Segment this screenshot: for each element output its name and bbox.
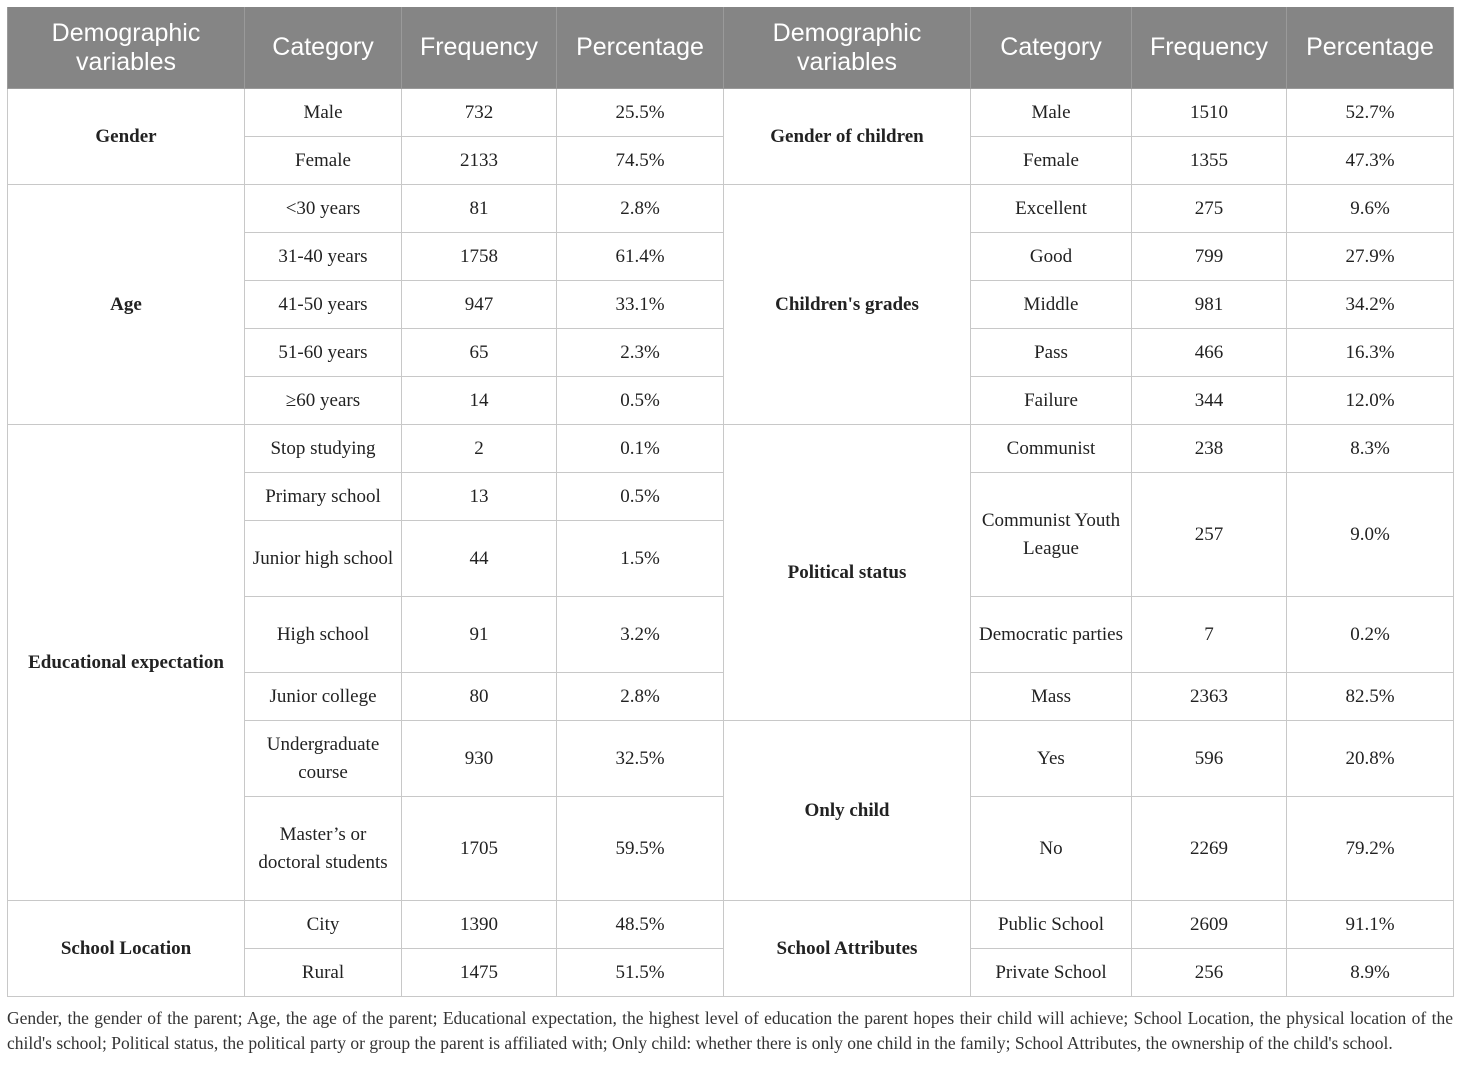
frequency-cell: 80	[402, 673, 557, 721]
percentage-cell: 51.5%	[557, 949, 724, 997]
percentage-cell: 48.5%	[557, 901, 724, 949]
category-cell: Democratic parties	[971, 597, 1132, 673]
percentage-cell: 1.5%	[557, 521, 724, 597]
category-cell: Private School	[971, 949, 1132, 997]
variable-school-attributes: School Attributes	[724, 901, 971, 997]
variable-gender: Gender	[8, 89, 245, 185]
table-row	[8, 425, 1454, 473]
percentage-cell: 2.8%	[557, 185, 724, 233]
category-cell: Stop studying	[245, 425, 402, 473]
frequency-cell: 14	[402, 377, 557, 425]
frequency-cell: 344	[1132, 377, 1287, 425]
header-demographic-variables: Demographic variables	[8, 7, 245, 89]
category-cell: Middle	[971, 281, 1132, 329]
frequency-cell: 799	[1132, 233, 1287, 281]
frequency-cell: 13	[402, 473, 557, 521]
category-cell: Undergraduate course	[245, 721, 402, 797]
percentage-cell: 8.9%	[1287, 949, 1454, 997]
percentage-cell: 0.2%	[1287, 597, 1454, 673]
percentage-cell: 61.4%	[557, 233, 724, 281]
category-cell: Male	[971, 89, 1132, 137]
frequency-cell: 1390	[402, 901, 557, 949]
category-cell: Female	[971, 137, 1132, 185]
percentage-cell: 33.1%	[557, 281, 724, 329]
variable-age: Age	[8, 185, 245, 425]
percentage-cell: 74.5%	[557, 137, 724, 185]
percentage-cell: 82.5%	[1287, 673, 1454, 721]
percentage-cell: 2.3%	[557, 329, 724, 377]
percentage-cell: 79.2%	[1287, 797, 1454, 901]
percentage-cell: 25.5%	[557, 89, 724, 137]
category-cell: Failure	[971, 377, 1132, 425]
frequency-cell: 466	[1132, 329, 1287, 377]
percentage-cell: 59.5%	[557, 797, 724, 901]
table-row	[8, 185, 1454, 233]
category-cell: Excellent	[971, 185, 1132, 233]
frequency-cell: 1705	[402, 797, 557, 901]
frequency-cell: 1475	[402, 949, 557, 997]
frequency-cell: 2	[402, 425, 557, 473]
frequency-cell: 256	[1132, 949, 1287, 997]
percentage-cell: 0.1%	[557, 425, 724, 473]
frequency-cell: 81	[402, 185, 557, 233]
percentage-cell: 91.1%	[1287, 901, 1454, 949]
header-percentage: Percentage	[557, 7, 724, 89]
variable-only-child: Only child	[724, 721, 971, 901]
category-cell: Communist	[971, 425, 1132, 473]
header-demographic-variables-2: Demographic variables	[724, 7, 971, 89]
percentage-cell: 47.3%	[1287, 137, 1454, 185]
table-row	[8, 89, 1454, 137]
category-cell: Mass	[971, 673, 1132, 721]
header-category-2: Category	[971, 7, 1132, 89]
variable-school-location: School Location	[8, 901, 245, 997]
table-row	[8, 901, 1454, 949]
variable-gender-of-children: Gender of children	[724, 89, 971, 185]
frequency-cell: 44	[402, 521, 557, 597]
category-cell: ≥60 years	[245, 377, 402, 425]
frequency-cell: 1355	[1132, 137, 1287, 185]
frequency-cell: 947	[402, 281, 557, 329]
category-cell: City	[245, 901, 402, 949]
percentage-cell: 0.5%	[557, 377, 724, 425]
frequency-cell: 65	[402, 329, 557, 377]
frequency-cell: 2609	[1132, 901, 1287, 949]
category-cell: Primary school	[245, 473, 402, 521]
frequency-cell: 1510	[1132, 89, 1287, 137]
category-cell: <30 years	[245, 185, 402, 233]
percentage-cell: 20.8%	[1287, 721, 1454, 797]
header-category: Category	[245, 7, 402, 89]
category-cell: Good	[971, 233, 1132, 281]
category-cell: Communist Youth League	[971, 473, 1132, 597]
frequency-cell: 91	[402, 597, 557, 673]
frequency-cell: 596	[1132, 721, 1287, 797]
category-cell: Male	[245, 89, 402, 137]
percentage-cell: 9.6%	[1287, 185, 1454, 233]
frequency-cell: 1758	[402, 233, 557, 281]
header-frequency: Frequency	[402, 7, 557, 89]
frequency-cell: 2133	[402, 137, 557, 185]
category-cell: Pass	[971, 329, 1132, 377]
category-cell: Yes	[971, 721, 1132, 797]
category-cell: Junior college	[245, 673, 402, 721]
percentage-cell: 52.7%	[1287, 89, 1454, 137]
variable-political-status: Political status	[724, 425, 971, 721]
category-cell: Public School	[971, 901, 1132, 949]
category-cell: No	[971, 797, 1132, 901]
percentage-cell: 3.2%	[557, 597, 724, 673]
category-cell: Junior high school	[245, 521, 402, 597]
category-cell: 31-40 years	[245, 233, 402, 281]
percentage-cell: 8.3%	[1287, 425, 1454, 473]
frequency-cell: 7	[1132, 597, 1287, 673]
frequency-cell: 238	[1132, 425, 1287, 473]
frequency-cell: 930	[402, 721, 557, 797]
category-cell: Rural	[245, 949, 402, 997]
percentage-cell: 27.9%	[1287, 233, 1454, 281]
percentage-cell: 2.8%	[557, 673, 724, 721]
percentage-cell: 16.3%	[1287, 329, 1454, 377]
percentage-cell: 12.0%	[1287, 377, 1454, 425]
frequency-cell: 257	[1132, 473, 1287, 597]
frequency-cell: 2269	[1132, 797, 1287, 901]
category-cell: 51-60 years	[245, 329, 402, 377]
frequency-cell: 981	[1132, 281, 1287, 329]
category-cell: Master’s or doctoral students	[245, 797, 402, 901]
demographics-table	[7, 7, 1454, 997]
frequency-cell: 732	[402, 89, 557, 137]
header-percentage-2: Percentage	[1287, 7, 1454, 89]
category-cell: Female	[245, 137, 402, 185]
header-frequency-2: Frequency	[1132, 7, 1287, 89]
category-cell: 41-50 years	[245, 281, 402, 329]
header-row	[8, 7, 1454, 89]
frequency-cell: 2363	[1132, 673, 1287, 721]
percentage-cell: 0.5%	[557, 473, 724, 521]
variable-educational-expectation: Educational expectation	[8, 425, 245, 901]
percentage-cell: 9.0%	[1287, 473, 1454, 597]
variable-childrens-grades: Children's grades	[724, 185, 971, 425]
frequency-cell: 275	[1132, 185, 1287, 233]
table-footnote: Gender, the gender of the parent; Age, the age of the parent; Educational expectation, the highest level of education the parent hopes their child will achieve; School Location, the physical location of the child's school; Political status, the political party or group the parent is affiliated with; Only child: whether there is only one child in the family; School Attributes, the ownership of the child's school.	[7, 1008, 1453, 1053]
percentage-cell: 32.5%	[557, 721, 724, 797]
category-cell: High school	[245, 597, 402, 673]
percentage-cell: 34.2%	[1287, 281, 1454, 329]
